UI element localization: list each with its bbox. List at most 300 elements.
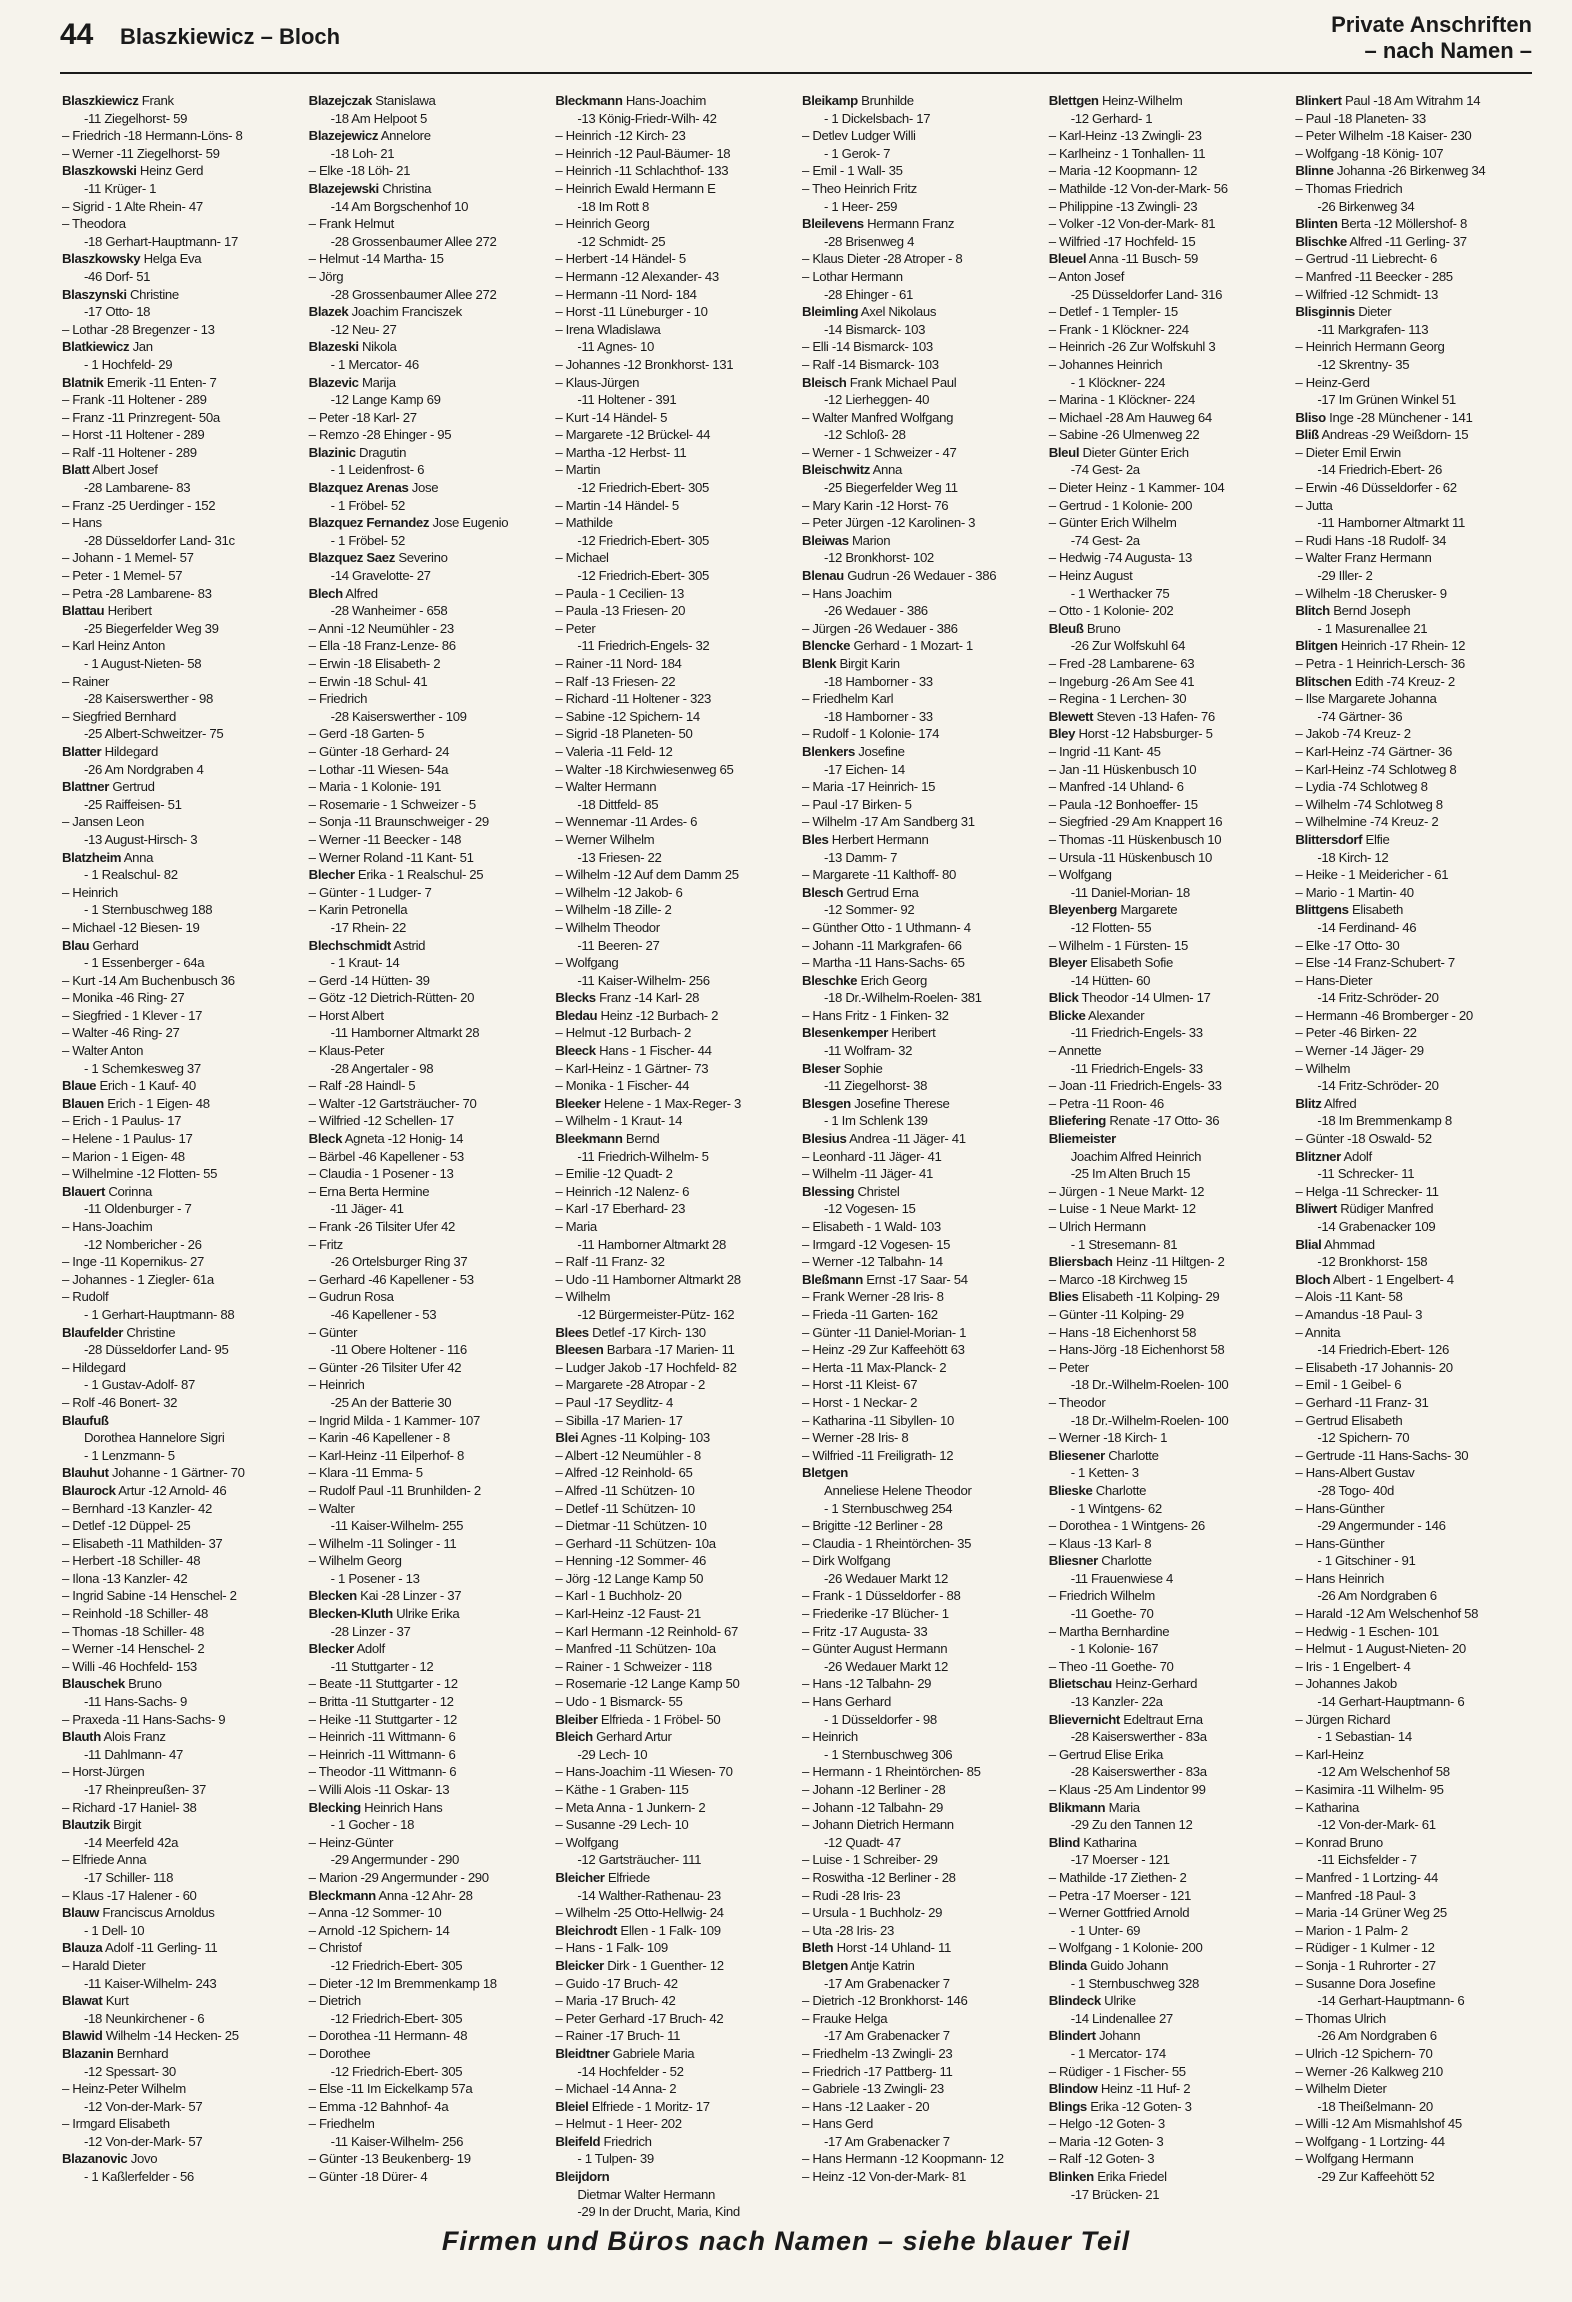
person-entry: – Ralf -28 Haindl- 5 xyxy=(308,1078,416,1094)
surname: Blauert xyxy=(62,1183,105,1199)
entry-details: Elfie xyxy=(1362,831,1390,847)
person-entry: – Walter -18 Kirchwiesenweg 65 xyxy=(555,761,734,777)
person-entry: – Wolfgang -18 König- 107 xyxy=(1295,145,1444,161)
surname-entry xyxy=(555,1429,794,1447)
address-line: -17 Am Grabenacker 7 xyxy=(824,1975,950,1991)
person-entry: – Ulrich -12 Spichern- 70 xyxy=(1295,2045,1433,2061)
person-entry: – Martha -12 Herbst- 11 xyxy=(555,444,687,460)
person-entry: – Luise - 1 Schreiber- 29 xyxy=(802,1852,938,1868)
surname-entry xyxy=(62,1904,301,1922)
person-entry: – Maria -12 Koopmann- 12 xyxy=(1048,163,1198,179)
address-line: - 1 Sternbuschweg 188 xyxy=(84,902,213,918)
entry-details: Anna xyxy=(121,849,154,865)
address-line: -12 Friedrich-Ebert- 305 xyxy=(577,532,709,548)
directory-columns xyxy=(62,92,1534,2220)
address-line: -11 Goethe- 70 xyxy=(1070,1606,1154,1622)
address-line: -28 Grossenbaumer Allee 272 xyxy=(330,286,497,302)
surname: Bleuß xyxy=(1048,620,1084,636)
address-line: - 1 Klöckner- 224 xyxy=(1070,374,1166,390)
person-entry: – Rainer -17 Bruch- 11 xyxy=(555,2028,681,2044)
entry-details: Hans - 1 Fischer- 44 xyxy=(595,1043,712,1059)
person-entry: – Hans Hermann -12 Koopmann- 12 xyxy=(802,2151,1004,2167)
person-entry: – Margarete -12 Brückel- 44 xyxy=(555,427,711,443)
entry-details: Ernst -17 Saar- 54 xyxy=(862,1271,968,1287)
person-entry: – Detlef - 1 Templer- 15 xyxy=(1048,304,1178,320)
surname-entry xyxy=(62,1992,301,2010)
person-entry: – Hans-Dieter xyxy=(1295,972,1373,988)
surname: Bleßmann xyxy=(802,1271,863,1287)
person-entry: – Frank - 1 Düsseldorfer - 88 xyxy=(802,1588,961,1604)
address-line: -12 Schloß- 28 xyxy=(824,427,906,443)
surname: Blaufuß xyxy=(62,1412,109,1428)
address-line: -17 Am Grabenacker 7 xyxy=(824,2133,950,2149)
person-entry: – Peter Gerhard -17 Bruch- 42 xyxy=(555,2010,724,2026)
surname-entry xyxy=(802,1130,1041,1148)
person-entry: – Dietrich -12 Bronkhorst- 146 xyxy=(802,1993,968,2009)
entry-details: Horst -12 Habsburger- 5 xyxy=(1075,726,1213,742)
person-entry: – Johann - 1 Memel- 57 xyxy=(62,550,194,566)
address-line: - 1 Sternbuschweg 328 xyxy=(1070,1975,1199,1991)
person-entry: – Harald -12 Am Welschenhof 58 xyxy=(1295,1606,1479,1622)
address-line: -26 Zur Wolfskuhl 64 xyxy=(1070,638,1186,654)
person-entry: – Paula -12 Bonhoeffer- 15 xyxy=(1048,796,1198,812)
person-entry: – Paula -13 Friesen- 20 xyxy=(555,603,686,619)
person-entry: – Hans Fritz - 1 Finken- 32 xyxy=(802,1007,949,1023)
person-entry: – Hans-Albert Gustav xyxy=(1295,1465,1415,1481)
entry-details: Erich - 1 Eigen- 48 xyxy=(103,1095,210,1111)
surname: Blazek xyxy=(308,304,349,320)
surname: Blessing xyxy=(802,1183,855,1199)
address-line: -14 Meerfeld 42a xyxy=(84,1834,179,1850)
person-entry: – Dorothee xyxy=(308,2045,371,2061)
address-line: -14 Gerhart-Hauptmann- 6 xyxy=(1317,1694,1465,1710)
address-line: -11 Kaiser-Wilhelm- 256 xyxy=(330,2133,464,2149)
person-entry: – Klaus -25 Am Lindentor 99 xyxy=(1048,1782,1206,1797)
surname-entry xyxy=(802,1271,1041,1289)
surname: Bleicher xyxy=(555,1869,605,1885)
address-line: -29 Iller- 2 xyxy=(1317,568,1373,584)
person-entry: – Ulrich Hermann xyxy=(1048,1219,1146,1234)
surname: Blatt xyxy=(62,462,90,478)
person-entry: – Alois -11 Kant- 58 xyxy=(1295,1289,1403,1305)
section-title-line1: Private Anschriften xyxy=(1331,12,1532,37)
person-entry: – Gerhard -11 Franz- 31 xyxy=(1295,1394,1429,1410)
address-line: Dietmar Walter Hermann xyxy=(577,2186,715,2202)
entry-details: Charlotte xyxy=(1104,1447,1159,1463)
person-entry: – Karl-Heinz -74 Schlotweg 8 xyxy=(1295,761,1457,777)
address-line: -18 Dittfeld- 85 xyxy=(577,796,659,812)
address-line: -28 Kaiserswerther - 98 xyxy=(84,691,214,707)
entry-details: Erika - 1 Realschul- 25 xyxy=(354,867,484,883)
address-line: -26 Wedauer - 386 xyxy=(824,603,928,619)
entry-details: Ahmmad xyxy=(1321,1236,1375,1252)
address-line: -28 Togo- 40d xyxy=(1317,1482,1394,1498)
surname-entry xyxy=(555,2168,794,2186)
surname: Blenkers xyxy=(802,743,855,759)
person-entry: – Marina - 1 Klöckner- 224 xyxy=(1048,392,1195,408)
person-entry: – Dietmar -11 Schützen- 10 xyxy=(555,1518,707,1534)
entry-details: Elfrieda - 1 Fröbel- 50 xyxy=(597,1711,721,1727)
address-line: -18 Am Helpoot 5 xyxy=(330,110,427,126)
person-entry: – Elisabeth - 1 Wald- 103 xyxy=(802,1219,941,1234)
person-entry: – Willi -46 Hochfeld- 153 xyxy=(62,1658,197,1674)
entry-details: Franciscus Arnoldus xyxy=(99,1905,215,1921)
entry-details: Albert - 1 Engelbert- 4 xyxy=(1330,1271,1454,1287)
entry-details: Barbara -17 Marien- 11 xyxy=(603,1342,735,1358)
surname-entry xyxy=(802,532,1041,550)
person-entry: – Mario - 1 Martin- 40 xyxy=(1295,884,1414,900)
address-line: -13 Friesen- 22 xyxy=(577,849,662,865)
surname: Blial xyxy=(1295,1236,1322,1252)
surname-entry xyxy=(1049,1130,1288,1148)
surname-entry xyxy=(802,461,1041,479)
entry-details: Anna -11 Busch- 59 xyxy=(1086,251,1199,267)
person-entry: – Frank Helmut xyxy=(308,216,394,232)
person-entry: – Elke -18 Löh- 21 xyxy=(308,163,411,179)
address-line: -18 Hamborner - 33 xyxy=(824,673,933,689)
person-entry: – Ralf -14 Bismarck- 103 xyxy=(802,356,939,372)
entry-details: Agneta -12 Honig- 14 xyxy=(342,1131,464,1147)
person-entry: – Maria -17 Bruch- 42 xyxy=(555,1993,676,2009)
surname-entry xyxy=(802,1464,1041,1482)
surname-entry xyxy=(555,1341,794,1359)
person-entry: – Friedhelm Karl xyxy=(802,691,894,707)
person-entry: – Wolfgang - 1 Lortzing- 44 xyxy=(1295,2133,1445,2149)
person-entry: – Karlheinz - 1 Tonhallen- 11 xyxy=(1048,145,1206,161)
person-entry: – Walter xyxy=(308,1500,355,1516)
person-entry: – Maria xyxy=(555,1219,597,1234)
person-entry: – Helmut - 1 Heer- 202 xyxy=(555,2116,682,2132)
person-entry: – Theo Heinrich Fritz xyxy=(802,180,917,196)
surname: Blech xyxy=(308,585,343,601)
person-entry: – Jansen Leon xyxy=(62,814,144,830)
person-entry: – Wilhelm -11 Jäger- 41 xyxy=(802,1166,933,1182)
address-line: -14 Hochfelder - 52 xyxy=(577,2063,684,2079)
person-entry: – Wilhelm -18 Cherusker- 9 xyxy=(1295,585,1447,601)
address-line: -11 Hamborner Altmarkt 11 xyxy=(1317,515,1465,531)
header-rule xyxy=(60,72,1532,74)
entry-details: Hermann Franz xyxy=(863,216,955,232)
person-entry: – Günter -18 Oswald- 52 xyxy=(1295,1131,1432,1147)
surname-entry xyxy=(62,1412,301,1430)
person-entry: – Detlef -12 Düppel- 25 xyxy=(62,1518,191,1534)
person-entry: – Helgo -12 Goten- 3 xyxy=(1048,2116,1165,2132)
surname-entry xyxy=(802,1957,1041,1975)
surname: Blitch xyxy=(1295,603,1330,619)
surname: Blinkert xyxy=(1295,93,1342,108)
person-entry: – Mathilde xyxy=(555,515,613,531)
person-entry: – Elli -14 Bismarck- 103 xyxy=(802,339,933,355)
entry-details: Andreas -29 Weißdorn- 15 xyxy=(1318,427,1469,443)
person-entry: – Else -11 Im Eickelkamp 57a xyxy=(308,2081,473,2097)
person-entry: – Thomas -18 Schiller- 48 xyxy=(62,1623,204,1639)
surname-entry xyxy=(1049,2168,1288,2186)
person-entry: – Annita xyxy=(1295,1324,1341,1340)
address-line: - 1 Im Schlenk 139 xyxy=(824,1113,928,1129)
person-entry: – Emilie -12 Quadt- 2 xyxy=(555,1166,673,1182)
address-line: -13 August-Hirsch- 3 xyxy=(84,831,198,847)
entry-details: Elfriede xyxy=(604,1869,650,1885)
address-line: -18 Dr.-Wilhelm-Roelen- 381 xyxy=(824,990,982,1006)
entry-details: Jose xyxy=(408,480,439,496)
surname-entry xyxy=(309,866,548,884)
entry-details: Heribert xyxy=(887,1025,936,1041)
person-entry: – Heinrich Georg xyxy=(555,216,650,232)
surname: Blaufelder xyxy=(62,1324,123,1340)
address-line: - 1 Unter- 69 xyxy=(1070,1922,1141,1938)
person-entry: – Sigrid -18 Planeten- 50 xyxy=(555,726,693,742)
surname-entry xyxy=(802,1024,1041,1042)
person-entry: – Günter xyxy=(308,1324,358,1340)
person-entry: – Dirk Wolfgang xyxy=(802,1553,891,1569)
person-entry: – Willi Alois -11 Oskar- 13 xyxy=(308,1782,450,1797)
person-entry: – Maria -14 Grüner Weg 25 xyxy=(1295,1905,1447,1921)
person-entry: – Thomas Ulrich xyxy=(1295,2010,1386,2026)
surname: Blittgens xyxy=(1295,902,1349,918)
address-line: -28 Linzer - 37 xyxy=(330,1623,411,1639)
person-entry: – Anton Josef xyxy=(1048,268,1125,284)
person-entry: – Praxeda -11 Hans-Sachs- 9 xyxy=(62,1711,226,1727)
person-entry: – Karl -17 Eberhard- 23 xyxy=(555,1201,686,1217)
person-entry: – Karl-Heinz -12 Faust- 21 xyxy=(555,1606,701,1622)
person-entry: – Walter -46 Ring- 27 xyxy=(62,1025,180,1041)
address-line: -28 Angertaler - 98 xyxy=(330,1060,434,1076)
address-line: -11 Hamborner Altmarkt 28 xyxy=(330,1025,480,1041)
surname: Bley xyxy=(1048,726,1076,742)
address-line: -18 Loh- 21 xyxy=(330,145,395,161)
person-entry: – Heinz August xyxy=(1048,568,1133,584)
surname: Bletgen xyxy=(802,1957,848,1973)
person-entry: – Wilhelm -18 Zille- 2 xyxy=(555,902,672,918)
person-entry: – Irmgard -12 Vogesen- 15 xyxy=(802,1236,951,1252)
surname: Blecker xyxy=(308,1641,354,1657)
address-line: -26 Birkenweg 34 xyxy=(1317,198,1415,214)
entry-details: Hans-Joachim xyxy=(622,93,706,108)
person-entry: – Peter xyxy=(555,620,596,636)
address-line: -17 Brücken- 21 xyxy=(1070,2186,1160,2202)
person-entry: – Manfred -11 Beecker - 285 xyxy=(1295,268,1453,284)
address-line: -17 Moerser - 121 xyxy=(1070,1852,1170,1868)
surname: Blaurock xyxy=(62,1482,116,1498)
person-entry: – Richard -17 Haniel- 38 xyxy=(62,1799,197,1815)
person-entry: – Siegfried Bernhard xyxy=(62,708,176,724)
entry-details: Albert Josef xyxy=(89,462,158,478)
surname-entry xyxy=(1049,1675,1288,1693)
person-entry: – Arnold -12 Spichern- 14 xyxy=(308,1922,450,1938)
surname-entry xyxy=(802,303,1041,321)
surname: Blieske xyxy=(1048,1482,1093,1498)
person-entry: – Irena Wladislawa xyxy=(555,321,661,337)
surname-entry xyxy=(309,92,548,110)
entry-details: Wilhelm -14 Hecken- 25 xyxy=(102,2028,239,2044)
surname-entry xyxy=(802,884,1041,902)
person-entry: – Gertrud Elise Erika xyxy=(1048,1746,1164,1762)
surname: Blecks xyxy=(555,990,596,1006)
address-line: -28 Grossenbaumer Allee 272 xyxy=(330,233,497,249)
person-entry: – Werner -11 Ziegelhorst- 59 xyxy=(62,145,220,161)
person-entry: – Werner -11 Beecker - 148 xyxy=(308,831,462,847)
page-header xyxy=(60,12,1532,70)
surname-entry xyxy=(1295,303,1534,321)
person-entry: – Fred -28 Lambarene- 63 xyxy=(1048,656,1195,671)
surname: Blawat xyxy=(62,1993,103,2009)
person-entry: – Werner -14 Jäger- 29 xyxy=(1295,1043,1424,1059)
surname: Blazeski xyxy=(308,339,359,355)
person-entry: – Rüdiger - 1 Kulmer - 12 xyxy=(1295,1940,1435,1956)
person-entry: – Herbert -14 Händel- 5 xyxy=(555,251,686,267)
address-line: -26 Ortelsburger Ring 37 xyxy=(330,1254,468,1270)
person-entry: – Johann -12 Berliner - 28 xyxy=(802,1782,946,1797)
person-entry: – Christof xyxy=(308,1940,362,1956)
surname: Blazanovic xyxy=(62,2151,128,2167)
address-line: -11 Friedrich-Engels- 32 xyxy=(577,638,710,654)
surname-entry xyxy=(802,1060,1041,1078)
person-entry: – Ralf -12 Goten- 3 xyxy=(1048,2151,1155,2167)
surname-entry xyxy=(309,1640,548,1658)
address-line: -18 Theißelmann- 20 xyxy=(1317,2098,1433,2114)
address-line: - 1 Düsseldorfer - 98 xyxy=(824,1711,937,1727)
entry-details: Jose Eugenio xyxy=(429,515,509,531)
address-line: - 1 Gustav-Adolf- 87 xyxy=(84,1377,196,1393)
surname: Blazanin xyxy=(62,2045,114,2061)
person-entry: – Ingeburg -26 Am See 41 xyxy=(1048,673,1195,689)
surname-entry xyxy=(309,127,548,145)
entry-details: Severino xyxy=(395,550,448,566)
surname: Blencke xyxy=(802,638,851,654)
address-line: -12 Flotten- 55 xyxy=(1070,919,1152,935)
person-entry: – Johannes - 1 Ziegler- 61a xyxy=(62,1271,214,1287)
person-entry: – Dorothea - 1 Wintgens- 26 xyxy=(1048,1518,1205,1534)
surname: Bliß xyxy=(1295,427,1319,443)
surname-entry xyxy=(62,937,301,955)
person-entry: – Emma -12 Bahnhof- 4a xyxy=(308,2098,449,2114)
surname-entry xyxy=(802,374,1041,392)
surname-entry xyxy=(1049,901,1288,919)
person-entry: – Heinrich Ewald Hermann E xyxy=(555,180,716,196)
person-entry: – Hans -18 Eichenhorst 58 xyxy=(1048,1324,1197,1340)
person-entry: – Wilhelm - 1 Kraut- 14 xyxy=(555,1113,683,1129)
person-entry: – Joan -11 Friedrich-Engels- 33 xyxy=(1048,1078,1222,1094)
person-entry: – Friedhelm xyxy=(308,2116,375,2132)
surname: Blinne xyxy=(1295,163,1334,179)
person-entry: – Wilhelm -11 Solinger - 11 xyxy=(308,1535,457,1551)
surname: Bliesener xyxy=(1048,1447,1105,1463)
surname-entry xyxy=(555,1042,794,1060)
person-entry: – Mary Karin -12 Horst- 76 xyxy=(802,497,949,513)
address-line: -18 Dr.-Wilhelm-Roelen- 100 xyxy=(1070,1412,1229,1428)
person-entry: – Mathilde -12 Von-der-Mark- 56 xyxy=(1048,180,1228,196)
surname: Blazejewicz xyxy=(308,128,379,144)
entry-details: Margarete xyxy=(1117,902,1178,918)
person-entry: – Katharina -11 Sibyllen- 10 xyxy=(802,1412,954,1428)
person-entry: – Wilhelm -74 Schlotweg 8 xyxy=(1295,796,1443,812)
entry-details: Johanne - 1 Gärtner- 70 xyxy=(108,1465,245,1481)
surname: Bleuel xyxy=(1048,251,1087,267)
address-line: -18 Kirch- 12 xyxy=(1317,849,1389,865)
person-entry: – Erna Berta Hermine xyxy=(308,1183,430,1199)
surname-entry xyxy=(1049,92,1288,110)
address-line: -12 Bürgermeister-Pütz- 162 xyxy=(577,1306,735,1322)
address-line: -11 Friedrich-Wilhelm- 5 xyxy=(577,1148,709,1164)
surname: Bleekmann xyxy=(555,1131,623,1147)
person-entry: – Wilfried -12 Schellen- 17 xyxy=(308,1113,454,1129)
surname-entry xyxy=(1295,602,1534,620)
surname-entry xyxy=(1295,831,1534,849)
surname-entry xyxy=(1295,162,1534,180)
entry-details: Axel Nikolaus xyxy=(858,304,937,320)
entry-details: Adolf xyxy=(353,1641,385,1657)
surname-entry xyxy=(555,2098,794,2116)
address-line: - 1 Wintgens- 62 xyxy=(1070,1500,1162,1516)
person-entry: – Klaus -13 Karl- 8 xyxy=(1048,1535,1152,1551)
address-line: -12 Spessart- 30 xyxy=(84,2063,176,2079)
entry-details: Helga Eva xyxy=(140,251,202,267)
entry-details: Alfred xyxy=(1321,1095,1357,1111)
entry-details: Sophie xyxy=(840,1060,883,1076)
entry-details: Alfred -11 Gerling- 37 xyxy=(1346,233,1467,249)
person-entry: – Richard -11 Holtener - 323 xyxy=(555,691,711,707)
address-line: -11 Obere Holtener - 116 xyxy=(330,1342,467,1358)
entry-details: Hildegard xyxy=(101,743,158,759)
surname: Bleich xyxy=(555,1729,593,1745)
address-line: -12 Spichern- 70 xyxy=(1317,1430,1410,1446)
surname: Blenk xyxy=(802,656,837,671)
person-entry: – Ralf -11 Franz- 32 xyxy=(555,1254,665,1270)
person-entry: – Käthe - 1 Graben- 115 xyxy=(555,1782,689,1797)
address-line: -11 Daniel-Morian- 18 xyxy=(1070,884,1190,900)
directory-column-1 xyxy=(62,92,301,2187)
entry-details: Erika -12 Goten- 3 xyxy=(1086,2098,1192,2114)
entry-details: Kurt xyxy=(102,1993,129,2009)
surname: Blings xyxy=(1048,2098,1087,2114)
surname: Bloch xyxy=(1295,1271,1331,1287)
person-entry: – Dieter -12 Im Bremmenkamp 18 xyxy=(308,1975,497,1991)
surname-entry xyxy=(1049,1552,1288,1570)
entry-details: Anna xyxy=(869,462,902,478)
address-line: - 1 Heer- 259 xyxy=(824,198,898,214)
surname: Blawid xyxy=(62,2028,103,2044)
address-line: - 1 Gitschiner - 91 xyxy=(1317,1553,1416,1569)
person-entry: – Detlev Ludger Willi xyxy=(802,128,916,144)
address-line: -28 Brisenweg 4 xyxy=(824,233,915,249)
entry-details: Stanislawa xyxy=(371,93,436,108)
surname-entry xyxy=(1049,954,1288,972)
surname-entry xyxy=(62,743,301,761)
person-entry: – Manfred -14 Uhland- 6 xyxy=(1048,779,1184,795)
surname-entry xyxy=(1295,637,1534,655)
entry-details: Heinz -11 Hiltgen- 2 xyxy=(1112,1254,1225,1270)
person-entry: – Frank -11 Holtener - 289 xyxy=(62,392,207,408)
entry-details: Jan xyxy=(129,339,153,355)
entry-details: Bruno xyxy=(1083,620,1121,636)
address-line: -26 Am Nordgraben 6 xyxy=(1317,2028,1437,2044)
surname: Blazejczak xyxy=(308,93,372,108)
surname-entry xyxy=(62,1464,301,1482)
person-entry: – Petra -28 Lambarene- 83 xyxy=(62,585,212,601)
entry-details: Nikola xyxy=(358,339,397,355)
person-entry: – Heinrich xyxy=(62,884,118,900)
address-line: -29 Angermunder - 146 xyxy=(1317,1518,1446,1534)
surname: Blinda xyxy=(1048,1957,1087,1973)
person-entry: – Claudia - 1 Rheintörchen- 35 xyxy=(802,1535,972,1551)
person-entry: – Fritz xyxy=(308,1236,343,1252)
person-entry: – Hildegard xyxy=(62,1359,126,1375)
entry-details: Gerhard - 1 Mozart- 1 xyxy=(850,638,973,654)
surname: Blischke xyxy=(1295,233,1347,249)
person-entry: – Theodor -11 Wittmann- 6 xyxy=(308,1764,457,1780)
entry-details: Marion xyxy=(848,532,891,548)
entry-details: Ulrike Erika xyxy=(392,1606,460,1622)
